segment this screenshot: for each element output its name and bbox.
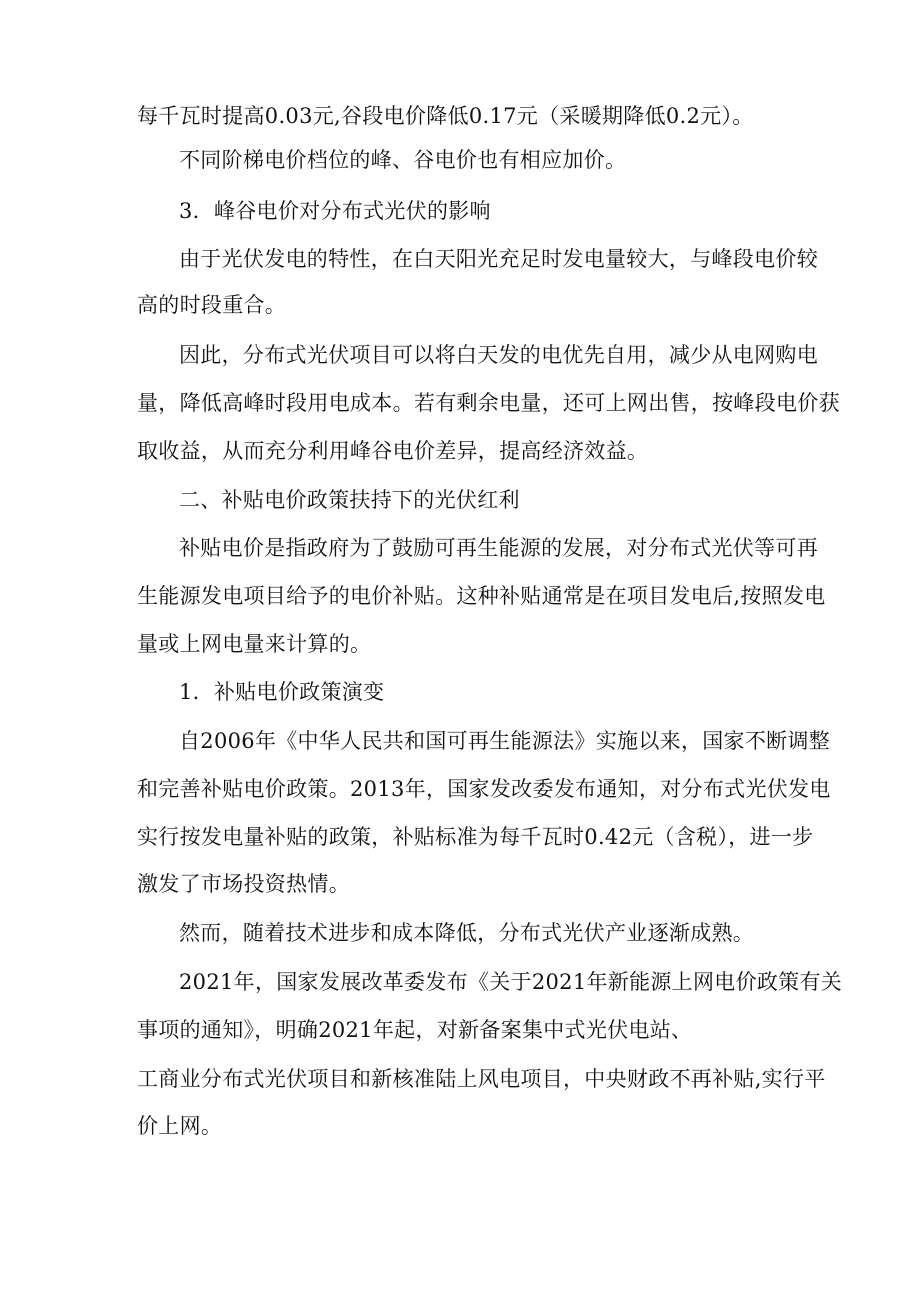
text-line: 取收益，从而充分利用峰谷电价差异，提高经济效益。 <box>137 439 649 463</box>
text-line: 激发了市场投资热情。 <box>137 872 350 896</box>
text-line: 然而，随着技术进步和成本降低，分布式光伏产业逐渐成熟。 <box>179 921 755 945</box>
text-line: 量或上网电量来计算的。 <box>137 632 372 656</box>
text-line: 由于光伏发电的特性，在白天阳光充足时发电量较大，与峰段电价较 <box>179 247 818 271</box>
section-heading: 1．补贴电价政策演变 <box>179 680 385 704</box>
text-line: 不同阶梯电价档位的峰、谷电价也有相应加价。 <box>179 148 627 172</box>
text-line: 工商业分布式光伏项目和新核准陆上风电项目，中央财政不再补贴,实行平 <box>137 1067 826 1091</box>
text-line: 和完善补贴电价政策。2013年，国家发改委发布通知，对分布式光伏发电 <box>137 777 831 801</box>
text-line: 事项的通知》，明确2021年起，对新备案集中式光伏电站、 <box>137 1018 693 1042</box>
text-line: 每千瓦时提高0.03元,谷段电价降低0.17元（采暖期降低0.2元）。 <box>137 104 754 128</box>
text-line: 价上网。 <box>137 1114 223 1138</box>
text-line: 因此，分布式光伏项目可以将白天发的电优先自用，减少从电网购电 <box>179 343 818 367</box>
section-heading: 3．峰谷电价对分布式光伏的影响 <box>179 199 491 223</box>
text-line: 补贴电价是指政府为了鼓励可再生能源的发展，对分布式光伏等可再 <box>179 536 818 560</box>
text-line: 高的时段重合。 <box>137 293 287 317</box>
text-line: 自2006年《中华人民共和国可再生能源法》实施以来，国家不断调整 <box>179 729 831 753</box>
text-line: 实行按发电量补贴的政策，补贴标准为每千瓦时0.42元（含税），进一步 <box>137 825 814 849</box>
text-line: 生能源发电项目给予的电价补贴。这种补贴通常是在项目发电后,按照发电 <box>137 584 826 608</box>
text-line: 量，降低高峰时段用电成本。若有剩余电量，还可上网出售，按峰段电价获 <box>137 391 840 415</box>
text-line: 2021年，国家发展改革委发布《关于2021年新能源上网电价政策有关 <box>179 970 843 994</box>
section-heading: 二、补贴电价政策扶持下的光伏红利 <box>179 488 520 512</box>
